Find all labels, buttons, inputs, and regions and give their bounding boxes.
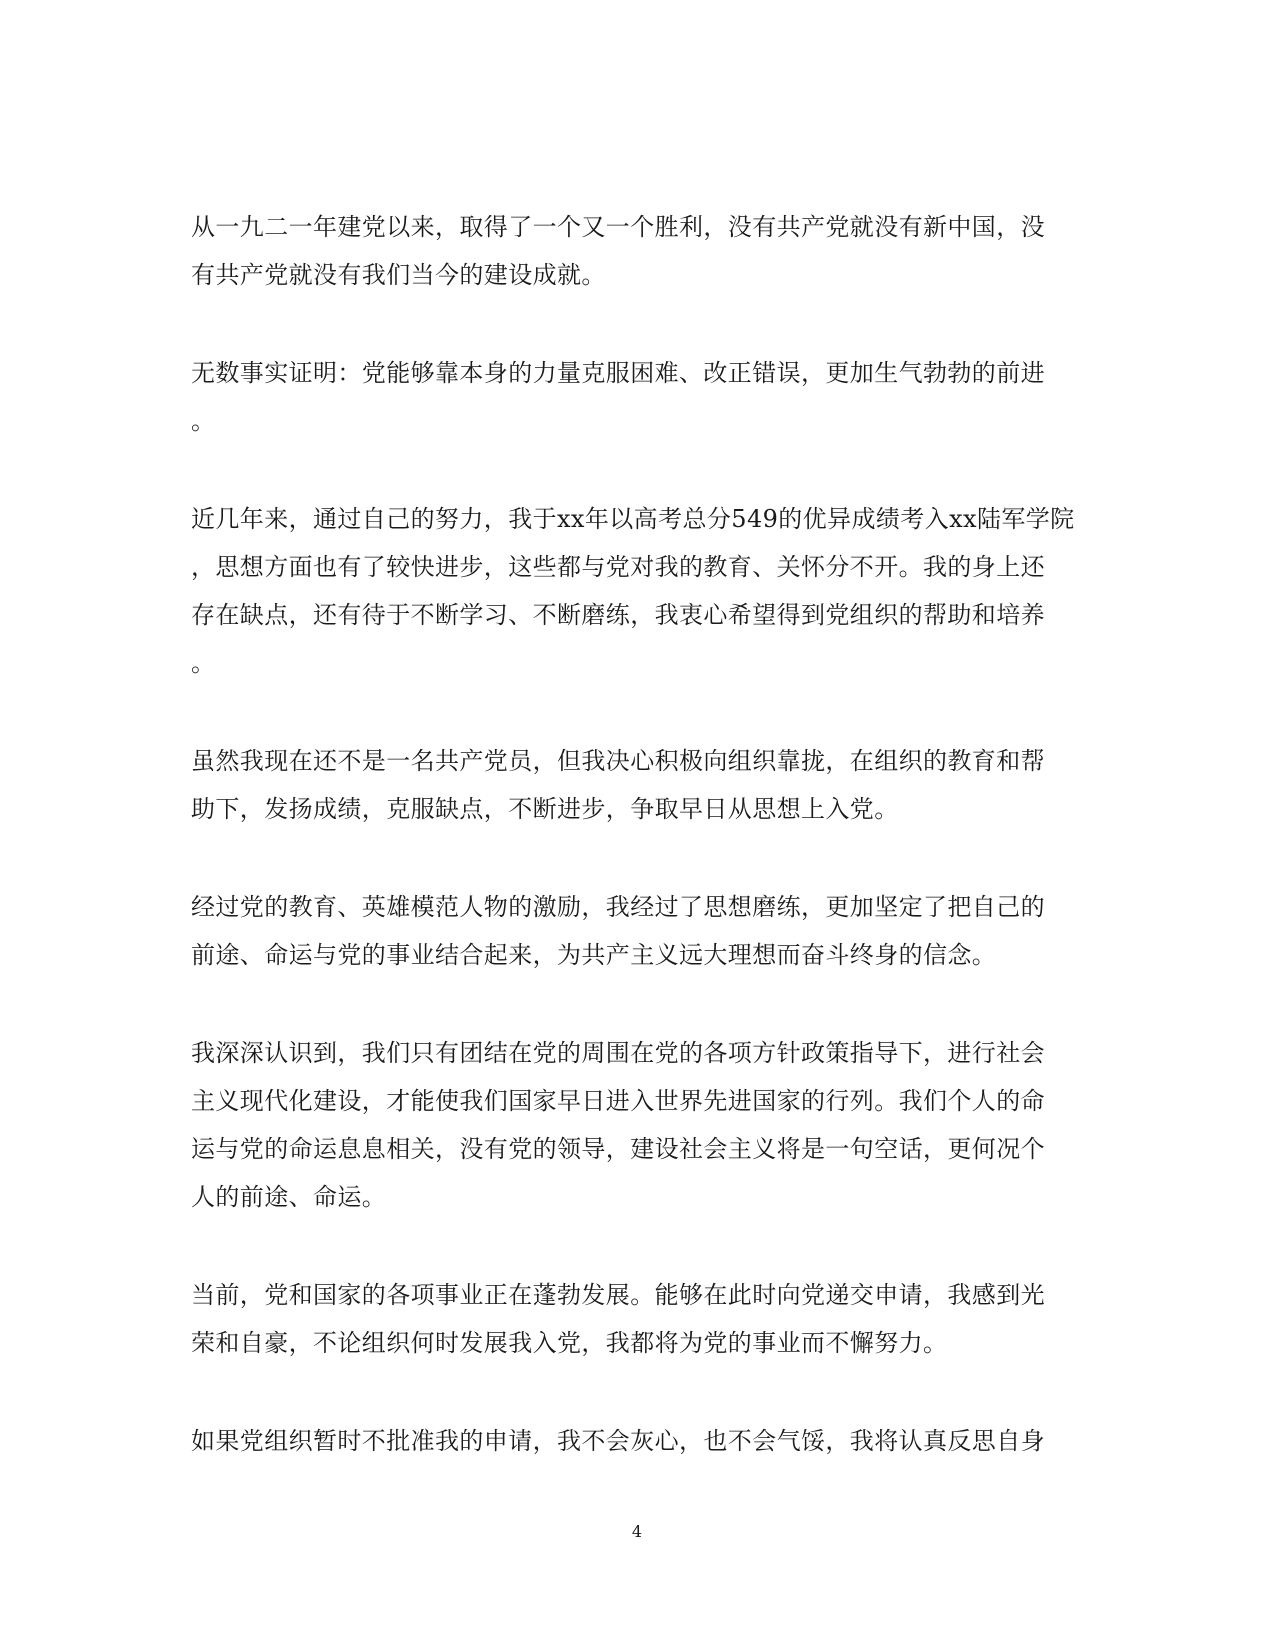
text-line: 人的前途、命运。: [191, 1183, 387, 1211]
paragraph-1: [191, 203, 1071, 299]
paragraph-2: [191, 349, 1071, 445]
paragraph-3: [191, 495, 1075, 687]
text-line: 。: [191, 649, 216, 677]
text-line: ，思想方面也有了较快进步，这些都与党对我的教育、关怀分不开。我的身上还: [191, 553, 1045, 581]
document-body: [191, 203, 1075, 1465]
text-line: 经过党的教育、英雄模范人物的激励，我经过了思想磨练，更加坚定了把自己的: [191, 893, 1045, 921]
text-line: 我深深认识到，我们只有团结在党的周围在党的各项方针政策指导下，进行社会: [191, 1039, 1045, 1067]
paragraph-8: [191, 1417, 1071, 1465]
paragraph-6: [191, 1029, 1071, 1221]
text-line: 当前，党和国家的各项事业正在蓬勃发展。能够在此时向党递交申请，我感到光: [191, 1281, 1045, 1309]
text-line: 存在缺点，还有待于不断学习、不断磨练，我衷心希望得到党组织的帮助和培养: [191, 601, 1045, 629]
text-line: 运与党的命运息息相关，没有党的领导，建设社会主义将是一句空话，更何况个: [191, 1135, 1045, 1163]
text-line: 无数事实证明：党能够靠本身的力量克服困难、改正错误，更加生气勃勃的前进: [191, 359, 1045, 387]
text-line: 虽然我现在还不是一名共产党员，但我决心积极向组织靠拢，在组织的教育和帮: [191, 747, 1045, 775]
paragraph-5: [191, 883, 1071, 979]
text-line: 荣和自豪，不论组织何时发展我入党，我都将为党的事业而不懈努力。: [191, 1329, 948, 1357]
text-line: 近几年来，通过自己的努力，我于xx年以高考总分549的优异成绩考入xx陆军学院: [191, 505, 1075, 533]
page-number: 4: [631, 1522, 643, 1541]
text-line: 有共产党就没有我们当今的建设成就。: [191, 261, 606, 289]
text-line: 如果党组织暂时不批准我的申请，我不会灰心，也不会气馁，我将认真反思自身: [191, 1427, 1045, 1455]
text-line: 从一九二一年建党以来，取得了一个又一个胜利，没有共产党就没有新中国，没: [191, 213, 1045, 241]
text-line: 主义现代化建设，才能使我们国家早日进入世界先进国家的行列。我们个人的命: [191, 1087, 1045, 1115]
text-line: 前途、命运与党的事业结合起来，为共产主义远大理想而奋斗终身的信念。: [191, 941, 997, 969]
paragraph-4: [191, 737, 1071, 833]
text-line: 助下，发扬成绩，克服缺点，不断进步，争取早日从思想上入党。: [191, 795, 899, 823]
paragraph-7: [191, 1271, 1071, 1367]
text-line: 。: [191, 407, 216, 435]
